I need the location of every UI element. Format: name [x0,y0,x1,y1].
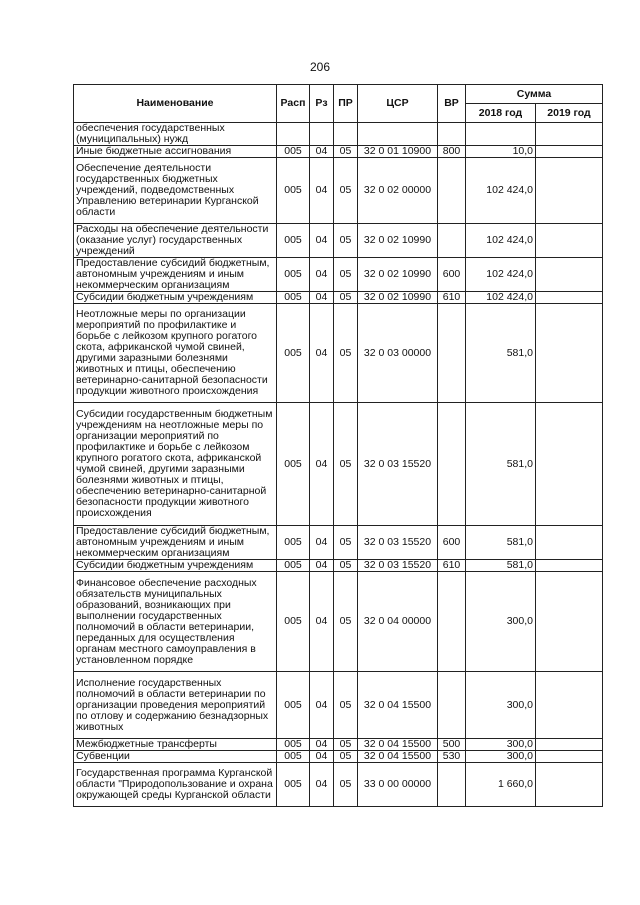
row-sum-2018-cell: 102 424,0 [466,158,536,224]
row-rz-cell: 04 [310,751,334,763]
row-pr-cell [334,123,358,146]
row-rasp-cell: 005 [277,560,310,572]
row-rasp-cell: 005 [277,258,310,292]
row-vr-cell: 610 [438,292,466,304]
row-rz-cell: 04 [310,304,334,403]
row-vr-cell: 530 [438,751,466,763]
row-csr-cell: 32 0 04 00000 [358,572,438,672]
row-rasp-cell: 005 [277,292,310,304]
row-name-cell: Межбюджетные трансферты [74,739,277,751]
row-vr-cell [438,572,466,672]
row-vr-cell [438,763,466,807]
row-rz-cell: 04 [310,572,334,672]
row-sum-2019-cell [536,763,603,807]
budget-table [73,84,603,807]
row-csr-cell: 32 0 03 15520 [358,403,438,526]
row-sum-2019-cell [536,572,603,672]
row-sum-2019-cell [536,751,603,763]
row-name-cell: Обеспечение деятельности государственных бюджетных учреждений, подведомственных Управлению ветеринарии Курганской области [74,158,277,224]
row-sum-2018-cell: 1 660,0 [466,763,536,807]
row-csr-cell: 32 0 04 15500 [358,751,438,763]
row-name-cell: Субвенции [74,751,277,763]
row-rz-cell: 04 [310,403,334,526]
row-rasp-cell: 005 [277,751,310,763]
row-vr-cell [438,123,466,146]
row-rasp-cell: 005 [277,403,310,526]
row-sum-2018-cell: 10,0 [466,146,536,158]
row-name-cell: Расходы на обеспечение деятельности (оказание услуг) государственных учреждений [74,224,277,258]
header-csr: ЦСР [358,85,438,123]
row-name-cell: Субсидии бюджетным учреждениям [74,560,277,572]
header-rz: Рз [310,85,334,123]
header-rasp: Расп [277,85,310,123]
header-name: Наименование [74,85,277,123]
row-rasp-cell: 005 [277,158,310,224]
row-sum-2019-cell [536,739,603,751]
row-rasp-cell: 005 [277,572,310,672]
row-pr-cell: 05 [334,751,358,763]
row-pr-cell: 05 [334,560,358,572]
row-sum-2018-cell: 300,0 [466,751,536,763]
row-csr-cell: 32 0 03 15520 [358,526,438,560]
row-vr-cell [438,403,466,526]
row-sum-2019-cell [536,224,603,258]
row-vr-cell: 800 [438,146,466,158]
row-sum-2018-cell: 300,0 [466,672,536,739]
row-pr-cell: 05 [334,526,358,560]
header-pr: ПР [334,85,358,123]
row-rz-cell: 04 [310,224,334,258]
table-row [74,526,603,560]
row-csr-cell: 32 0 02 10990 [358,258,438,292]
row-vr-cell: 600 [438,526,466,560]
header-year-2018: 2018 год [466,104,536,123]
row-rasp-cell: 005 [277,526,310,560]
row-csr-cell: 32 0 02 00000 [358,158,438,224]
row-vr-cell [438,224,466,258]
row-rz-cell: 04 [310,560,334,572]
row-name-cell: обеспечения государственных (муниципальных) нужд [74,123,277,146]
table-row [74,763,603,807]
row-csr-cell: 33 0 00 00000 [358,763,438,807]
table-row [74,146,603,158]
row-name-cell: Субсидии государственным бюджетным учреждениям на неотложные меры по организации мероприятий по профилактике и борьбе с лейкозом крупного рогатого скота, африканской чумой свиней, другими заразными болезнями животных и птицы, обеспечению ветеринарно-санитарной безопасности продукции животного происхождения [74,403,277,526]
row-rz-cell: 04 [310,739,334,751]
row-name-cell: Предоставление субсидий бюджетным, автономным учреждениям и иным некоммерческим организациям [74,526,277,560]
row-rasp-cell: 005 [277,304,310,403]
row-pr-cell: 05 [334,739,358,751]
row-pr-cell: 05 [334,304,358,403]
row-sum-2019-cell [536,292,603,304]
row-sum-2018-cell: 581,0 [466,560,536,572]
table-row [74,751,603,763]
table-row [74,739,603,751]
row-rz-cell: 04 [310,526,334,560]
row-sum-2018-cell: 581,0 [466,304,536,403]
row-pr-cell: 05 [334,672,358,739]
row-name-cell: Государственная программа Курганской области "Природопользование и охрана окружающей среды Курганской области [74,763,277,807]
row-sum-2019-cell [536,304,603,403]
row-sum-2019-cell [536,560,603,572]
row-sum-2019-cell [536,146,603,158]
table-row [74,304,603,403]
row-sum-2019-cell [536,403,603,526]
table-row [74,258,603,292]
row-pr-cell: 05 [334,158,358,224]
row-rz-cell: 04 [310,146,334,158]
page-number: 206 [309,60,331,74]
row-name-cell: Предоставление субсидий бюджетным, автономным учреждениям и иным некоммерческим организациям [74,258,277,292]
row-csr-cell: 32 0 02 10990 [358,224,438,258]
row-vr-cell [438,304,466,403]
row-csr-cell: 32 0 03 00000 [358,304,438,403]
table-row [74,560,603,572]
header-sum: Сумма [466,85,603,104]
row-pr-cell: 05 [334,146,358,158]
row-sum-2019-cell [536,258,603,292]
row-pr-cell: 05 [334,763,358,807]
row-rasp-cell: 005 [277,739,310,751]
row-vr-cell [438,158,466,224]
row-rz-cell: 04 [310,672,334,739]
table-row [74,403,603,526]
row-csr-cell: 32 0 01 10900 [358,146,438,158]
table-row [74,572,603,672]
row-sum-2018-cell [466,123,536,146]
row-sum-2018-cell: 102 424,0 [466,258,536,292]
row-sum-2019-cell [536,526,603,560]
row-name-cell: Исполнение государственных полномочий в области ветеринарии по организации проведения мероприятий по отлову и содержанию безнадзорных животных [74,672,277,739]
row-name-cell: Субсидии бюджетным учреждениям [74,292,277,304]
row-sum-2019-cell [536,672,603,739]
table-row [74,224,603,258]
row-rz-cell [310,123,334,146]
row-vr-cell: 610 [438,560,466,572]
row-rasp-cell: 005 [277,763,310,807]
row-csr-cell: 32 0 02 10990 [358,292,438,304]
table-row [74,123,603,146]
row-pr-cell: 05 [334,258,358,292]
row-csr-cell [358,123,438,146]
row-csr-cell: 32 0 04 15500 [358,672,438,739]
row-csr-cell: 32 0 04 15500 [358,739,438,751]
row-rz-cell: 04 [310,258,334,292]
row-vr-cell: 500 [438,739,466,751]
row-sum-2019-cell [536,158,603,224]
row-rasp-cell: 005 [277,224,310,258]
row-rz-cell: 04 [310,763,334,807]
row-pr-cell: 05 [334,403,358,526]
row-name-cell: Иные бюджетные ассигнования [74,146,277,158]
row-pr-cell: 05 [334,572,358,672]
row-sum-2018-cell: 102 424,0 [466,292,536,304]
row-rz-cell: 04 [310,158,334,224]
row-sum-2018-cell: 102 424,0 [466,224,536,258]
header-year-2019: 2019 год [536,104,603,123]
row-sum-2018-cell: 581,0 [466,403,536,526]
row-sum-2018-cell: 300,0 [466,739,536,751]
row-rasp-cell: 005 [277,672,310,739]
row-sum-2018-cell: 300,0 [466,572,536,672]
row-vr-cell: 600 [438,258,466,292]
table-row [74,672,603,739]
row-sum-2019-cell [536,123,603,146]
row-vr-cell [438,672,466,739]
table-row [74,292,603,304]
row-pr-cell: 05 [334,224,358,258]
row-name-cell: Финансовое обеспечение расходных обязательств муниципальных образований, возникающих при выполнении государственных полномочий в области ветеринарии, переданных для осуществления органам местного самоуправления в установленном порядке [74,572,277,672]
row-rasp-cell [277,123,310,146]
row-csr-cell: 32 0 03 15520 [358,560,438,572]
header-vr: ВР [438,85,466,123]
row-name-cell: Неотложные меры по организации мероприятий по профилактике и борьбе с лейкозом крупного рогатого скота, африканской чумой свиней, другими заразными болезнями животных и птицы, обеспечению ветеринарно-санитарной безопасности продукции животного происхождения [74,304,277,403]
row-sum-2018-cell: 581,0 [466,526,536,560]
row-rz-cell: 04 [310,292,334,304]
row-pr-cell: 05 [334,292,358,304]
row-rasp-cell: 005 [277,146,310,158]
table-row [74,158,603,224]
